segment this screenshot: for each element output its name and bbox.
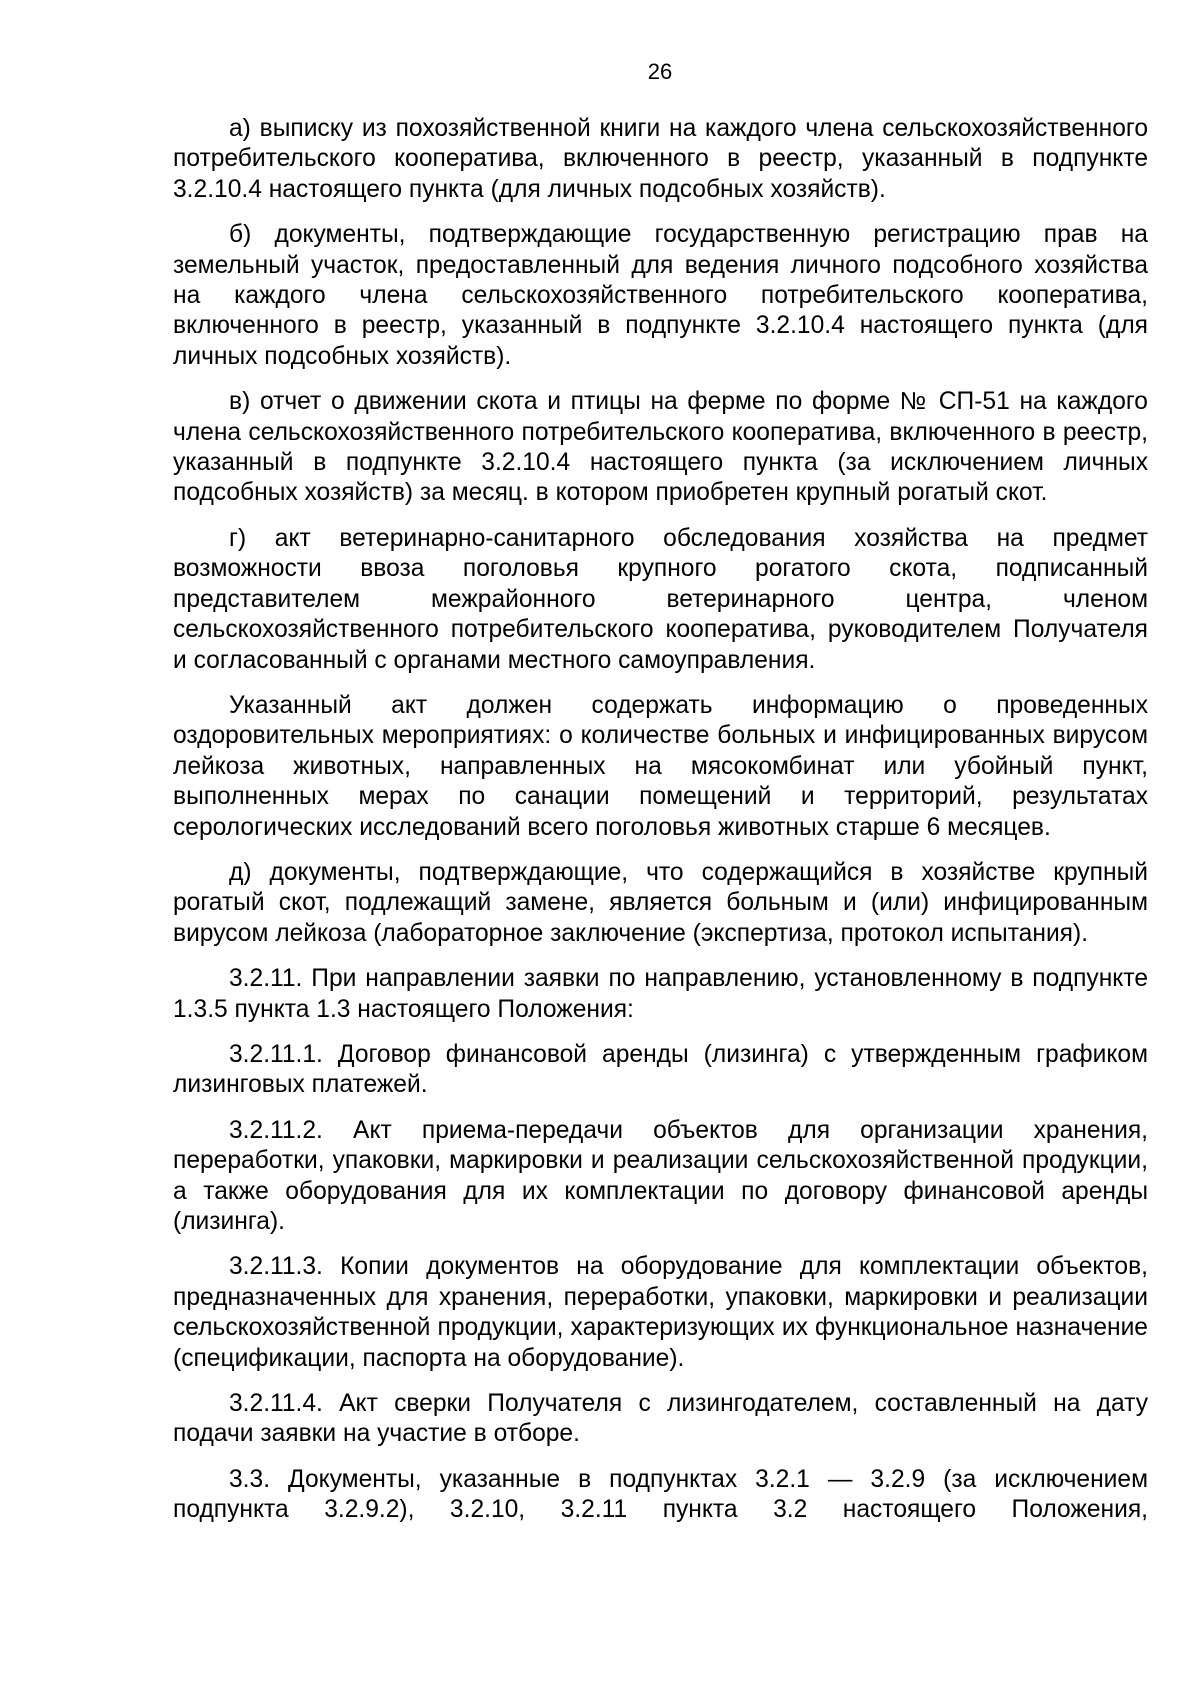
- document-body: [173, 114, 1148, 1526]
- paragraph-a: а) выписку из похозяйственной книги на каждого члена сельскохозяйственного потребительского кооператива, включенного в реестр, указанный в подпункте 3.2.10.4 настоящего пункта (для личных подсобных хозяйств).: [173, 115, 1148, 203]
- page-number: 26: [647, 59, 673, 84]
- paragraph-3-3: 3.3. Документы, указанные в подпунктах 3.2.1 — 3.2.9 (за исключением подпункта 3.2.9.2), 3.2.10, 3.2.11 пункта 3.2 настоящего Положения,: [173, 1465, 1148, 1524]
- paragraph-3-2-11-2: 3.2.11.2. Акт приема-передачи объектов для организации хранения, переработки, упаковки, маркировки и реализации сельскохозяйственной продукции, а также оборудования для их комплектации по договору финансовой аренды (лизинга).: [173, 1116, 1148, 1235]
- paragraph-b: б) документы, подтверждающие государственную регистрацию прав на земельный участок, предоставленный для ведения личного подсобного хозяйства на каждого члена сельскохозяйственного потребительского кооператива, включенного в реестр, указанный в подпункте 3.2.10.4 настоящего пункта (для личных подсобных хозяйств).: [173, 221, 1148, 370]
- paragraph-3-2-11-1: 3.2.11.1. Договор финансовой аренды (лизинга) с утвержденным графиком лизинговых платежей.: [173, 1040, 1148, 1099]
- paragraph-g: г) акт ветеринарно-санитарного обследования хозяйства на предмет возможности ввоза поголовья крупного рогатого скота, подписанный представителем межрайонного ветеринарного центра, членом сельскохозяйственного потребительского кооператива, руководителем Получателя и согласованный с органами местного самоуправления.: [173, 524, 1148, 674]
- paragraph-3-2-11: 3.2.11. При направлении заявки по направлению, установленному в подпункте 1.3.5 пункта 1.3 настоящего Положения:: [173, 965, 1148, 1023]
- paragraph-d: д) документы, подтверждающие, что содержащийся в хозяйстве крупный рогатый скот, подлежащий замене, является больным и (или) инфицированным вирусом лейкоза (лабораторное заключение (экспертиза, протокол испытания).: [173, 858, 1148, 947]
- paragraph-act-info: Указанный акт должен содержать информацию о проведенных оздоровительных мероприятиях: о количестве больных и инфицированных вирусом лейкоза животных, направленных на мясокомбинат или убойный пункт, выполненных мерах по санации помещений и территорий, результатах серологических исследований всего поголовья животных старше 6 месяцев.: [173, 691, 1148, 841]
- paragraph-v: в) отчет о движении скота и птицы на ферме по форме № СП-51 на каждого члена сельскохозяйственного потребительского кооператива, включенного в реестр, указанный в подпункте 3.2.10.4 настоящего пункта (за исключением личных подсобных хозяйств) за месяц. в котором приобретен крупный рогатый скот.: [173, 388, 1148, 507]
- paragraph-3-2-11-3: 3.2.11.3. Копии документов на оборудование для комплектации объектов, предназначенных для хранения, переработки, упаковки, маркировки и реализации сельскохозяйственной продукции, характеризующих их функциональное назначение (спецификации, паспорта на оборудование).: [173, 1253, 1148, 1372]
- paragraph-3-2-11-4: 3.2.11.4. Акт сверки Получателя с лизингодателем, составленный на дату подачи заявки на участие в отборе.: [173, 1390, 1148, 1448]
